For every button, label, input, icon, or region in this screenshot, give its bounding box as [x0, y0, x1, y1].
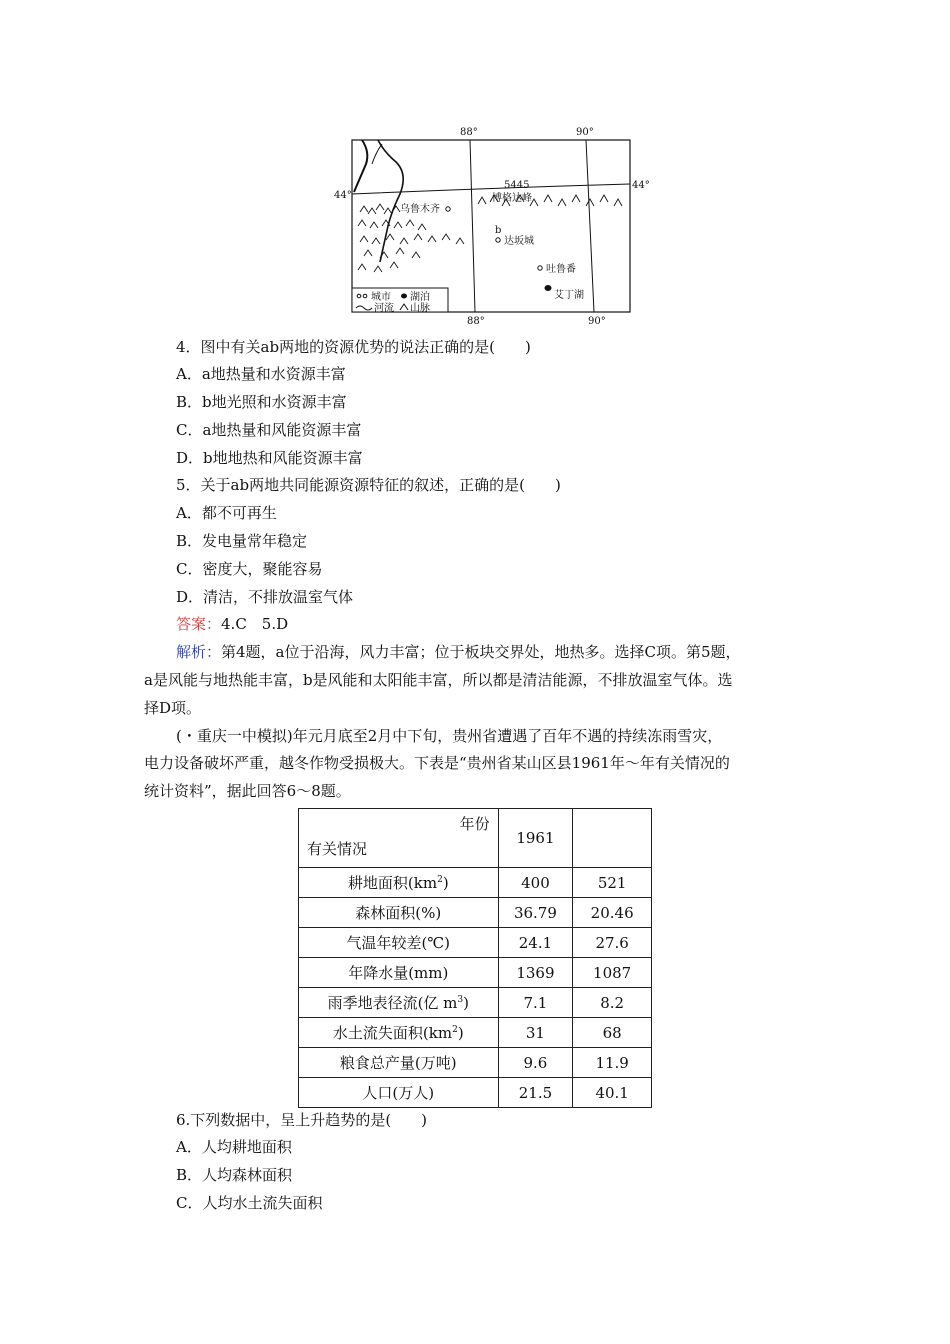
table-row: [299, 928, 652, 958]
terrain-map-svg: [334, 122, 650, 332]
table-cell-col2: 11.9: [573, 1048, 652, 1078]
meridian-88: [470, 140, 475, 312]
q5-option-b: B．发电量常年稳定: [176, 532, 308, 550]
lon-label-88-top: 88°: [460, 127, 478, 138]
table-cell-col2: 8.2: [573, 988, 652, 1018]
table-cell-col2: 40.1: [573, 1078, 652, 1108]
terrain-map: [334, 122, 650, 332]
explanation-line-1: [176, 642, 741, 662]
passage-line-1: (・重庆一中模拟)年元月底至2月中下旬，贵州省遭遇了百年不遇的持续冻雨雪灾，: [176, 727, 723, 745]
city-label-dabancheng: 达坂城: [504, 236, 534, 247]
table-cell-label: 耕地面积$(km^2)$: [299, 868, 499, 898]
river-main: [378, 140, 403, 262]
table-row: [299, 1018, 652, 1048]
q6-option-a: A．人均耕地面积: [176, 1138, 292, 1156]
statistics-table: [298, 808, 652, 1108]
answer-text: 4.C 5.D: [221, 615, 289, 633]
city-marker-urumqi: [446, 207, 450, 211]
table-cell-label: 森林面积(%): [299, 898, 499, 928]
lake-label-aiding: 艾丁湖: [554, 290, 584, 301]
legend-lake-icon: [401, 294, 407, 299]
label-b: b: [495, 225, 502, 236]
river-left: [354, 140, 367, 192]
explanation-line-3: 择D项。: [144, 699, 202, 717]
q6-option-b: B．人均森林面积: [176, 1166, 293, 1184]
table-cell-label: 年降水量(mm): [299, 958, 499, 988]
q4-option-d: D．b地地热和风能资源丰富: [176, 449, 363, 467]
lat-label-left: 44°: [334, 190, 352, 201]
explanation-label: 解析：: [176, 643, 222, 661]
map-legend: [352, 288, 448, 314]
table-cell-1961: 7.1: [498, 988, 573, 1018]
city-marker-dabancheng: [496, 238, 500, 242]
table-row: [299, 898, 652, 928]
q4-option-c: C．a地热量和风能资源丰富: [176, 421, 362, 439]
table-cell-1961: 36.79: [498, 898, 573, 928]
q5-option-a: A．都不可再生: [176, 504, 277, 522]
table-cell-label: 粮食总产量(万吨): [299, 1048, 499, 1078]
lon-label-90-top: 90°: [576, 127, 594, 138]
lake-marker-aiding: [545, 285, 552, 291]
table-header-col1: 1961: [498, 809, 573, 868]
meridian-90: [586, 140, 594, 312]
table-row: [299, 1078, 652, 1108]
explanation-line-2: a是风能与地热能丰富，b是风能和太阳能丰富，所以都是清洁能源，不排放温室气体。选: [144, 671, 733, 689]
q4-option-b: B．b地光照和水资源丰富: [176, 393, 347, 411]
table-cell-col2: 68: [573, 1018, 652, 1048]
table-body: [299, 868, 652, 1108]
table-cell-label: 人口(万人): [299, 1078, 499, 1108]
table-cell-label: 水土流失面积$(km^2)$: [299, 1018, 499, 1048]
table-header-year: 年份: [459, 815, 490, 833]
passage-line-2: 电力设备破坏严重，越冬作物受损极大。下表是“贵州省某山区县1961年～年有关情况的: [144, 754, 730, 772]
table-cell-1961: 24.1: [498, 928, 573, 958]
answer-line: [176, 614, 288, 634]
table-cell-1961: 9.6: [498, 1048, 573, 1078]
city-marker-turpan: [538, 266, 542, 270]
q6-option-c: C．人均水土流失面积: [176, 1194, 323, 1212]
table-cell-col2: 1087: [573, 958, 652, 988]
table-cell-col2: 20.46: [573, 898, 652, 928]
peak-elevation: 5445: [504, 180, 530, 191]
table-cell-1961: 31: [498, 1018, 573, 1048]
map-frame: [352, 140, 630, 312]
legend-river: 河流: [374, 303, 394, 314]
table-row: [299, 1048, 652, 1078]
explanation-text-1: 第4题，a位于沿海，风力丰富；位于板块交界处，地热多。选择C项。第5题，: [221, 643, 741, 661]
legend-city: 城市: [371, 292, 391, 303]
table-row: [299, 868, 652, 898]
passage-line-3: 统计资料”，据此回答6～8题。: [144, 782, 351, 800]
table-cell-1961: 400: [498, 868, 573, 898]
legend-lake: 湖泊: [410, 292, 430, 303]
legend-mountain: 山脉: [410, 303, 430, 314]
q6-stem: 6.下列数据中，呈上升趋势的是( ): [176, 1111, 428, 1129]
table-cell-label: 气温年较差(℃): [299, 928, 499, 958]
table-header-item: 有关情况: [307, 840, 368, 858]
answer-label: 答案：: [176, 615, 222, 633]
q4-stem: 4．图中有关ab两地的资源优势的说法正确的是( ): [176, 338, 531, 356]
lon-label-88-bottom: 88°: [467, 316, 485, 327]
table-header-diagonal: [299, 809, 499, 868]
lat-label-right: 44°: [632, 180, 650, 191]
q5-stem: 5．关于ab两地共同能源资源特征的叙述，正确的是( ): [176, 476, 561, 494]
table-row: [299, 958, 652, 988]
table-cell-col2: 27.6: [573, 928, 652, 958]
city-label-urumqi: 乌鲁木齐: [400, 204, 440, 215]
river-branch: [372, 144, 382, 164]
table-cell-1961: 1369: [498, 958, 573, 988]
table-cell-col2: 521: [573, 868, 652, 898]
lon-label-90-bottom: 90°: [588, 316, 606, 327]
table-cell-1961: 21.5: [498, 1078, 573, 1108]
table-row: [299, 988, 652, 1018]
city-label-turpan: 吐鲁番: [546, 264, 576, 275]
q5-option-c: C．密度大，聚能容易: [176, 560, 323, 578]
peak-name: 博格达峰: [492, 193, 532, 204]
q4-option-a: A．a地热量和水资源丰富: [176, 365, 346, 383]
q5-option-d: D．清洁，不排放温室气体: [176, 588, 354, 606]
table-cell-label: 雨季地表径流(亿 $m^3$): [299, 988, 499, 1018]
table-header-col2: [573, 809, 652, 868]
